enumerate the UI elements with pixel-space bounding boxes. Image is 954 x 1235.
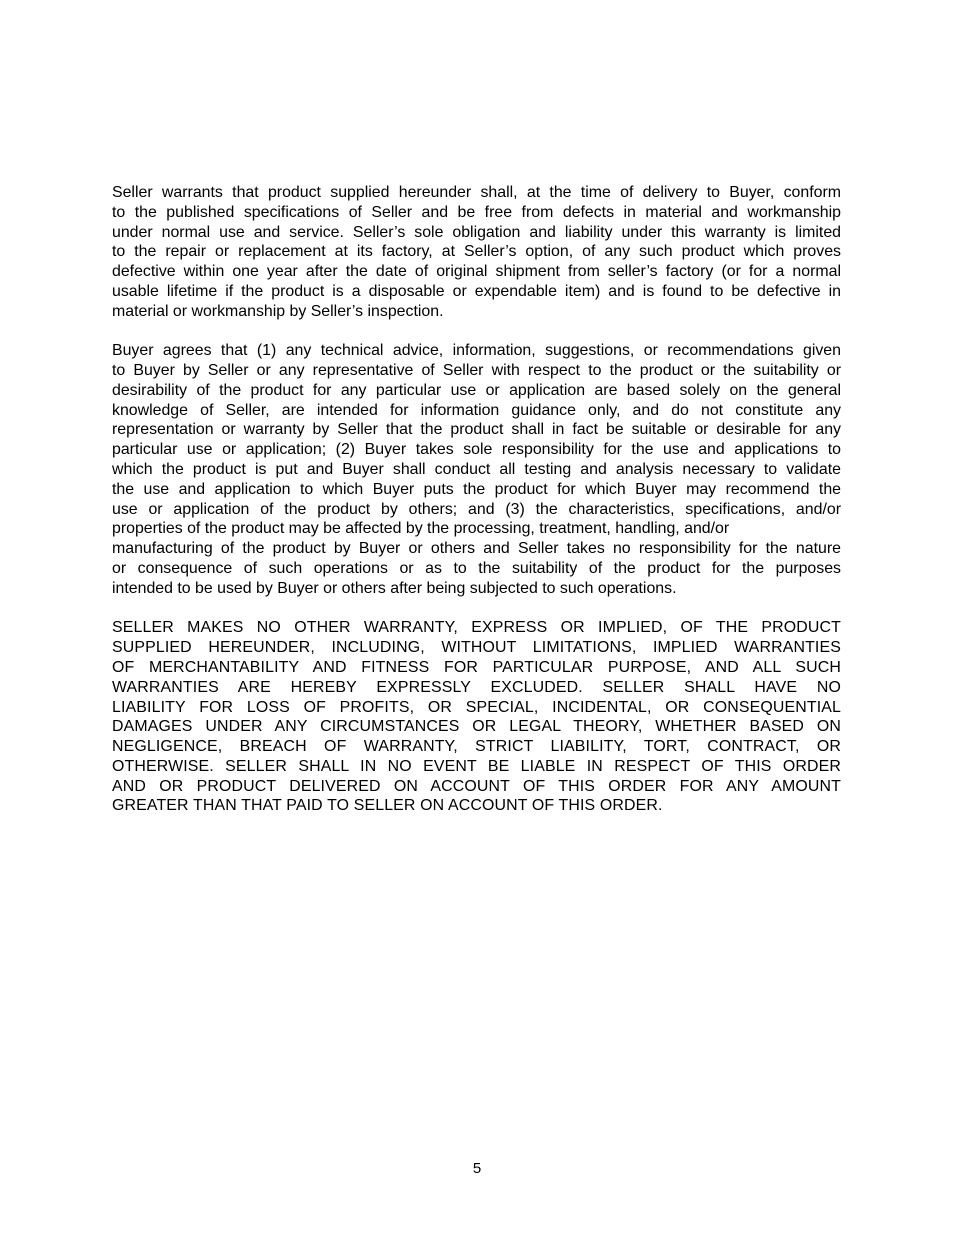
text-line: knowledge of Seller, are intended for information guidance only, and do not constitute any <box>112 401 841 419</box>
text-line: properties of the product may be affected by the processing, treatment, handling, and/or <box>112 520 730 538</box>
text-line: material or workmanship by Seller’s inspection. <box>112 302 444 320</box>
text-line: defective within one year after the date of original shipment from seller’s factory (or for a normal <box>112 263 841 281</box>
text-line: DAMAGES UNDER ANY CIRCUMSTANCES OR LEGAL THEORY, WHETHER BASED ON <box>112 718 841 736</box>
text-line: LIABILITY FOR LOSS OF PROFITS, OR SPECIAL, INCIDENTAL, OR CONSEQUENTIAL <box>112 698 841 716</box>
text-line: under normal use and service. Seller’s sole obligation and liability under this warranty is limited <box>112 223 841 241</box>
page-number: 5 <box>472 1160 482 1177</box>
text-line: OTHERWISE. SELLER SHALL IN NO EVENT BE LIABLE IN RESPECT OF THIS ORDER <box>112 757 841 775</box>
text-line: representation or warranty by Seller that the product shall in fact be suitable or desirable for any <box>112 421 841 439</box>
text-line: usable lifetime if the product is a disposable or expendable item) and is found to be defective in <box>112 282 841 300</box>
text-line: intended to be used by Buyer or others after being subjected to such operations. <box>112 579 677 597</box>
buyer-agreement-paragraph <box>112 341 841 598</box>
text-line: WARRANTIES ARE HEREBY EXPRESSLY EXCLUDED. SELLER SHALL HAVE NO <box>112 678 841 696</box>
text-line: to the repair or replacement at its factory, at Seller’s option, of any such product which proves <box>112 243 841 261</box>
text-line: GREATER THAN THAT PAID TO SELLER ON ACCOUNT OF THIS ORDER. <box>112 797 663 815</box>
disclaimer-paragraph <box>112 618 841 816</box>
text-line: particular use or application; (2) Buyer takes sole responsibility for the use and applications to <box>112 441 841 459</box>
text-line: desirability of the product for any particular use or application are based solely on the general <box>112 381 841 399</box>
text-line: NEGLIGENCE, BREACH OF WARRANTY, STRICT LIABILITY, TORT, CONTRACT, OR <box>112 738 841 756</box>
text-line: the use and application to which Buyer puts the product for which Buyer may recommend the <box>112 480 841 498</box>
text-line: SUPPLIED HEREUNDER, INCLUDING, WITHOUT LIMITATIONS, IMPLIED WARRANTIES <box>112 639 841 657</box>
text-line: AND OR PRODUCT DELIVERED ON ACCOUNT OF THIS ORDER FOR ANY AMOUNT <box>112 777 841 795</box>
text-line: or consequence of such operations or as to the suitability of the product for the purposes <box>112 560 841 578</box>
text-line: use or application of the product by others; and (3) the characteristics, specifications, and/or <box>112 500 841 518</box>
text-line: to the published specifications of Seller and be free from defects in material and workmanship <box>112 203 841 221</box>
text-line: Seller warrants that product supplied hereunder shall, at the time of delivery to Buyer, conform <box>112 184 841 201</box>
text-line: to Buyer by Seller or any representative of Seller with respect to the product or the suitability or <box>112 362 841 380</box>
text-line: Buyer agrees that (1) any technical advice, information, suggestions, or recommendations given <box>112 342 841 360</box>
text-line: SELLER MAKES NO OTHER WARRANTY, EXPRESS OR IMPLIED, OF THE PRODUCT <box>112 619 841 637</box>
document-body <box>112 183 841 836</box>
text-line: manufacturing of the product by Buyer or others and Seller takes no responsibility for the nature <box>112 540 841 558</box>
warranty-paragraph <box>112 183 841 322</box>
text-line: OF MERCHANTABILITY AND FITNESS FOR PARTICULAR PURPOSE, AND ALL SUCH <box>112 658 841 676</box>
text-line: which the product is put and Buyer shall conduct all testing and analysis necessary to validate <box>112 461 841 479</box>
